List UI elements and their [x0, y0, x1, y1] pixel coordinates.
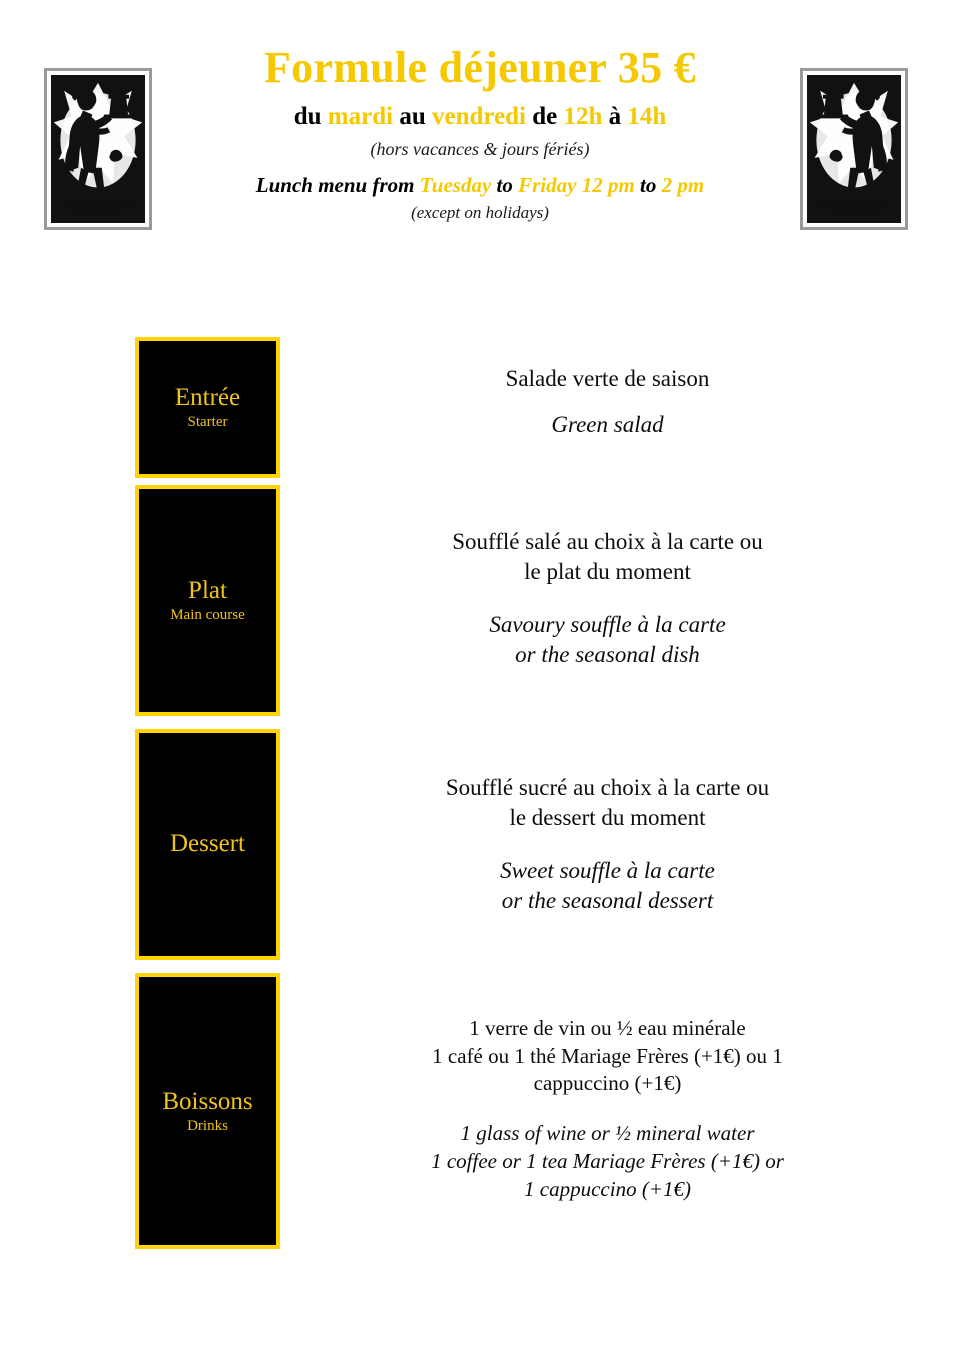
course-label-fr-entree: Entrée	[174, 384, 241, 411]
desc-fr-line: 1 café ou 1 thé Mariage Frères (+1€) ou 1	[432, 1043, 783, 1068]
desc-en-line: Sweet souffle à la carte	[500, 857, 715, 883]
desc-en-line: 1 glass of wine or ½ mineral water	[460, 1121, 755, 1146]
schedule-fr-seg1: du	[293, 102, 328, 130]
desc-fr-line: le dessert du moment	[509, 805, 706, 831]
course-box-boissons	[135, 973, 280, 1249]
schedule-fr-day-to: vendredi	[431, 102, 526, 130]
course-label-fr-dessert: Dessert	[170, 830, 245, 857]
desc-en-line: Green salad	[551, 412, 664, 438]
course-box-entree	[135, 337, 280, 478]
desc-en-line: or the seasonal dish	[515, 642, 700, 668]
waiter-woodcut-icon-mirrored	[807, 75, 901, 223]
desc-en-line: or the seasonal dessert	[501, 888, 714, 914]
schedule-en-day-to: Friday 12 pm	[518, 173, 635, 198]
schedule-fr-time-from: 12h	[563, 102, 603, 130]
schedule-fr-seg3: de	[525, 102, 564, 130]
schedule-line-fr	[175, 102, 785, 132]
schedule-en-day-from: Tuesday	[419, 173, 492, 198]
desc-fr-line: cappuccino (+1€)	[533, 1071, 682, 1096]
course-label-fr-boissons: Boissons	[162, 1087, 253, 1115]
schedule-en-time-to: 2 pm	[661, 173, 705, 198]
desc-fr-line: Salade verte de saison	[505, 366, 710, 391]
waiter-souffle-logo-right	[800, 68, 908, 230]
course-box-plat	[135, 485, 280, 716]
course-desc-dessert	[300, 773, 915, 916]
waiter-souffle-logo-left	[44, 68, 152, 230]
course-row-entree	[0, 337, 960, 478]
desc-en-line: 1 coffee or 1 tea Mariage Frères (+1€) or	[431, 1148, 784, 1173]
desc-fr-line: Soufflé sucré au choix à la carte ou	[445, 775, 770, 800]
course-row-dessert	[0, 729, 960, 960]
schedule-en-seg3: to	[634, 173, 662, 198]
course-label-en-boissons: Drinks	[187, 1117, 228, 1134]
desc-spacer	[300, 1098, 915, 1120]
schedule-fr-seg4: à	[602, 102, 628, 130]
menu-header	[0, 0, 960, 300]
schedule-line-en	[175, 173, 785, 198]
schedule-fr-day-from: mardi	[327, 102, 394, 130]
schedule-fr-seg2: au	[393, 102, 432, 130]
desc-en-line: Savoury souffle à la carte	[489, 611, 726, 637]
header-text-block	[175, 44, 785, 224]
schedule-en-seg2: to	[491, 173, 519, 198]
waiter-woodcut-icon	[51, 75, 145, 223]
desc-fr-line: Soufflé salé au choix à la carte ou	[452, 529, 763, 554]
desc-en-line: 1 cappuccino (+1€)	[524, 1176, 691, 1201]
desc-fr-line: 1 verre de vin ou ½ eau minérale	[469, 1016, 746, 1040]
course-label-en-entree: Starter	[187, 414, 228, 430]
course-desc-entree	[300, 364, 915, 441]
desc-spacer	[300, 394, 915, 410]
course-label-fr-plat: Plat	[188, 577, 227, 604]
schedule-fr-time-to: 14h	[627, 102, 667, 130]
course-row-plat	[0, 485, 960, 716]
course-box-dessert	[135, 729, 280, 960]
desc-fr-line: le plat du moment	[524, 559, 691, 585]
page-title: Formule déjeuner 35 €	[264, 43, 696, 92]
schedule-en-seg1: Lunch menu from	[255, 173, 420, 198]
course-label-en-plat: Main course	[170, 607, 245, 623]
desc-spacer	[300, 588, 915, 610]
course-desc-plat	[300, 527, 915, 670]
course-row-boissons	[0, 973, 960, 1249]
holiday-note-en: (except on holidays)	[411, 203, 549, 223]
holiday-note-fr: (hors vacances & jours fériés)	[370, 138, 590, 159]
desc-spacer	[300, 834, 915, 856]
course-desc-boissons	[300, 1015, 915, 1203]
